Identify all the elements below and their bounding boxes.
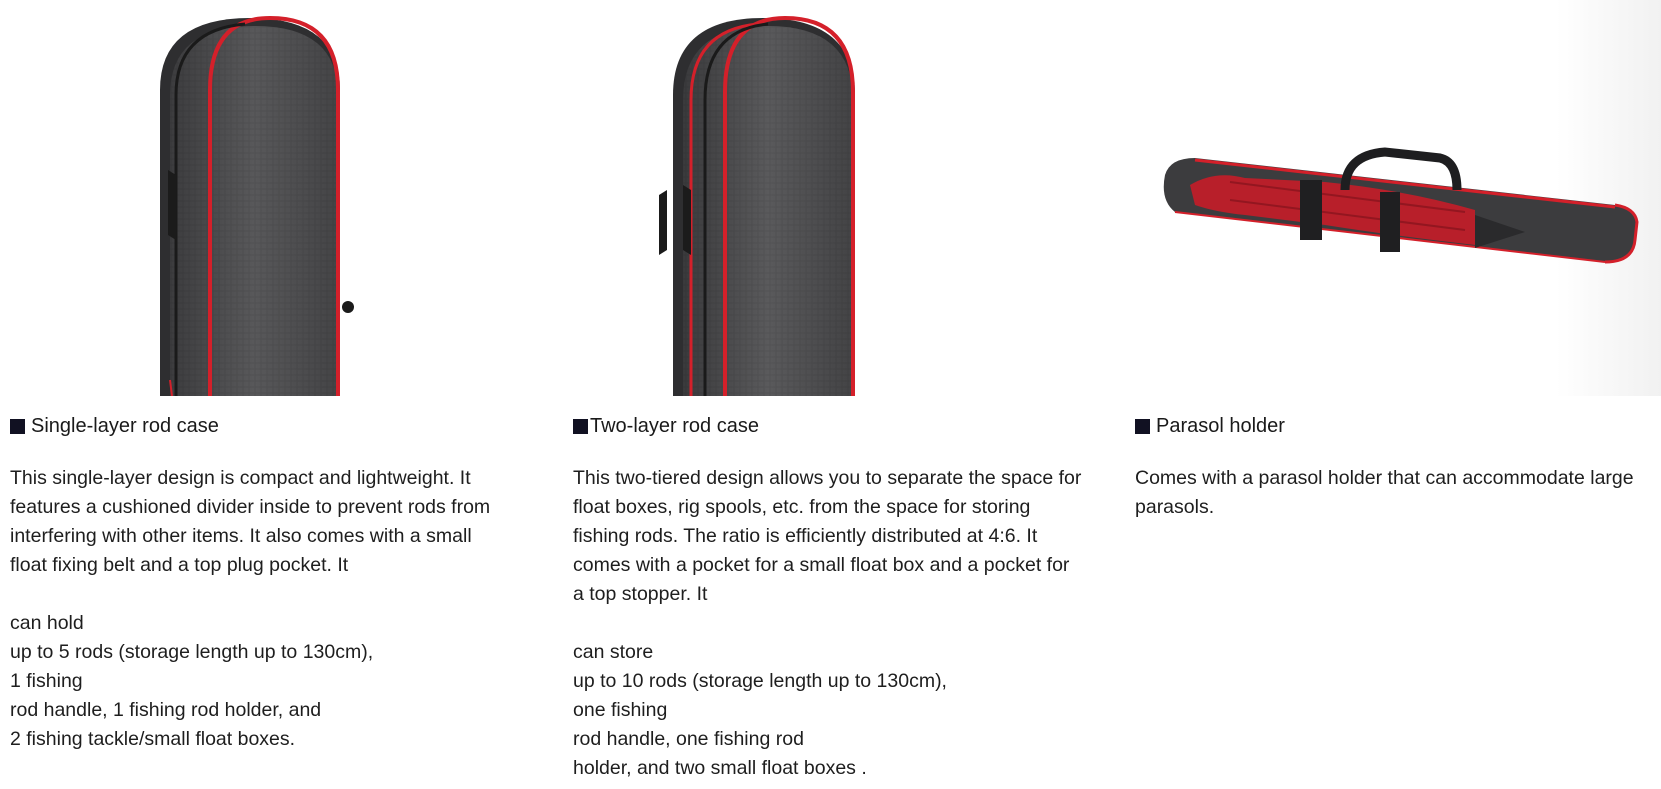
capacity-line: holder, and two small float boxes .: [573, 757, 867, 779]
product-card-two-layer: [573, 0, 1083, 783]
product-description: This single-layer design is compact and lightweight. It features a cushioned divider inside to prevent rods from interfering with other items. It also comes with a small float fixing belt and a top plug pocket. It: [10, 467, 491, 576]
product-heading: [10, 413, 510, 439]
product-capacity-lines: [10, 609, 510, 754]
product-heading-text: Single-layer rod case: [31, 415, 219, 437]
square-bullet-icon: [573, 419, 588, 434]
capacity-line: rod handle, one fishing rod: [573, 728, 804, 750]
capacity-line: up to 5 rods (storage length up to 130cm),: [10, 641, 374, 663]
product-heading: [1135, 413, 1655, 439]
capacity-line: one fishing: [573, 699, 668, 721]
product-heading: [573, 413, 1083, 439]
parasol-holder-photo: [1135, 0, 1661, 396]
capacity-line: 2 fishing tackle/small float boxes.: [10, 728, 296, 750]
capacity-line: 1 fishing: [10, 670, 83, 692]
capacity-line: can hold: [10, 612, 84, 634]
capacity-line: rod handle, 1 fishing rod holder, and: [10, 699, 322, 721]
product-capacity-lines: [573, 638, 1083, 783]
square-bullet-icon: [1135, 419, 1150, 434]
capacity-line: up to 10 rods (storage length up to 130cm),: [573, 670, 947, 692]
product-heading-text: Parasol holder: [1156, 415, 1285, 437]
square-bullet-icon: [10, 419, 25, 434]
product-description: This two-tiered design allows you to separate the space for float boxes, rig spools, etc. from the space for storing fishing rods. The ratio is efficiently distributed at 4:6. It comes with a pocket for a small float box and a pocket for a top stopper. It: [573, 467, 1082, 605]
capacity-line: can store: [573, 641, 654, 663]
product-card-single-layer: [10, 0, 510, 754]
product-description: Comes with a parasol holder that can accommodate large parasols.: [1135, 467, 1634, 518]
product-card-parasol-holder: [1135, 0, 1655, 522]
two-layer-rod-case-photo: [563, 0, 1083, 396]
single-layer-rod-case-photo: [0, 0, 520, 396]
product-heading-text: Two-layer rod case: [590, 415, 759, 437]
